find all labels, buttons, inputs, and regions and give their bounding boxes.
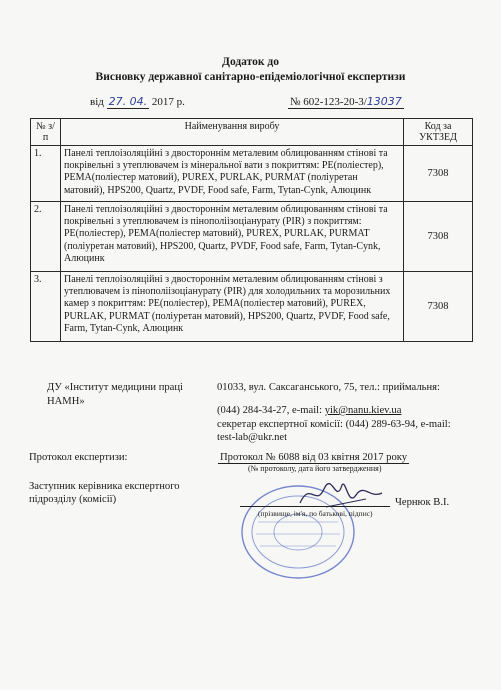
table-row [31,272,473,342]
signature-sub: (прізвище, ім'я, по батькові, підпис) [258,509,373,518]
date-year: 2017 р. [151,96,185,108]
protocol-sub: (№ протоколу, дата його затвердження) [248,464,382,473]
institute-address: 01033, вул. Саксаганського, 75, тел.: приймальня: [217,382,440,393]
row-no: 3. [31,272,61,342]
table-row [31,202,473,272]
header-code: Код за УКТЗЕД [404,119,473,146]
table-row [31,146,473,202]
row-name: Панелі теплоізоляційні з двостороннім металевим облицюванням стінові з утеплювачем із пінополіізоціанурату (PIR) для холодильних та морозильних камер з покриттям: PE(поліестер), PEMA(поліестер матовий), PUREX, PURLAK, PURMAT (поліуретан матовий), HPS200, Quartz, PVDF, Food safe, Farm, Tytan-Cynk, Алюцинк [61,272,404,342]
header-name: Найменування виробу [61,119,404,146]
institute-phone-line [217,404,487,418]
number-line [288,95,404,108]
number-prefix: № 602-123-20-3/ [290,96,367,108]
protocol-label: Протокол експертизи: [29,452,128,463]
date-handwritten: 27. 04. [108,95,148,108]
row-code: 7308 [404,202,473,272]
email-link-2[interactable]: test-lab@ukr.net [217,432,288,443]
row-code: 7308 [404,272,473,342]
title-line-2: Висновку державної санітарно-епідеміологічної експертизи [95,71,406,83]
row-name: Панелі теплоізоляційні з двостороннім металевим облицюванням стінові та покрівельні з утеплювачем із мінеральної вати з покриттям: PE(поліестер), PEMA(поліестер матовий), PUREX, PURLAK, PURMAT (поліуретан матовий), HPS200, Quartz, PVDF, Food safe, Farm, Tytan-Cynk, Алюцинк [61,146,404,202]
institute-phone: (044) 284-34-27, e-mail: [217,405,325,416]
signer-name: Чернюк В.І. [395,497,450,508]
institute-secretary: секретар експертної комісії: (044) 289-63-94, e-mail: [217,419,451,430]
number-handwritten: 13037 [366,95,402,108]
protocol-value: Протокол № 6088 від 03 квітня 2017 року [220,452,408,463]
row-code: 7308 [404,146,473,202]
date-line [90,95,185,108]
signature-line [240,506,390,507]
row-name: Панелі теплоізоляційні з двостороннім металевим облицюванням стінові та покрівельні з утеплювачем із пінополіізоціанурату (PIR) з покриттям: PE(поліестер), PEMA(поліестер матовий), PUREX, PURLAK, PURMAT (поліуретан матовий), HPS200, Quartz, PVDF, Food safe, Farm, Tytan-Cynk, Алюцинк [61,202,404,272]
deputy-title: Заступник керівника експертного підрозділу (комісії) [29,481,180,505]
row-no: 1. [31,146,61,202]
title-line-1: Додаток до [222,56,279,68]
row-no: 2. [31,202,61,272]
header-no: № з/п [31,119,61,146]
email-link-1[interactable]: yik@nanu.kiev.ua [324,405,402,416]
institute-name: ДУ «Інститут медицини праці НАМН» [47,382,183,407]
table-header-row [31,119,473,146]
products-table [30,118,473,342]
date-prefix: від [90,96,104,108]
